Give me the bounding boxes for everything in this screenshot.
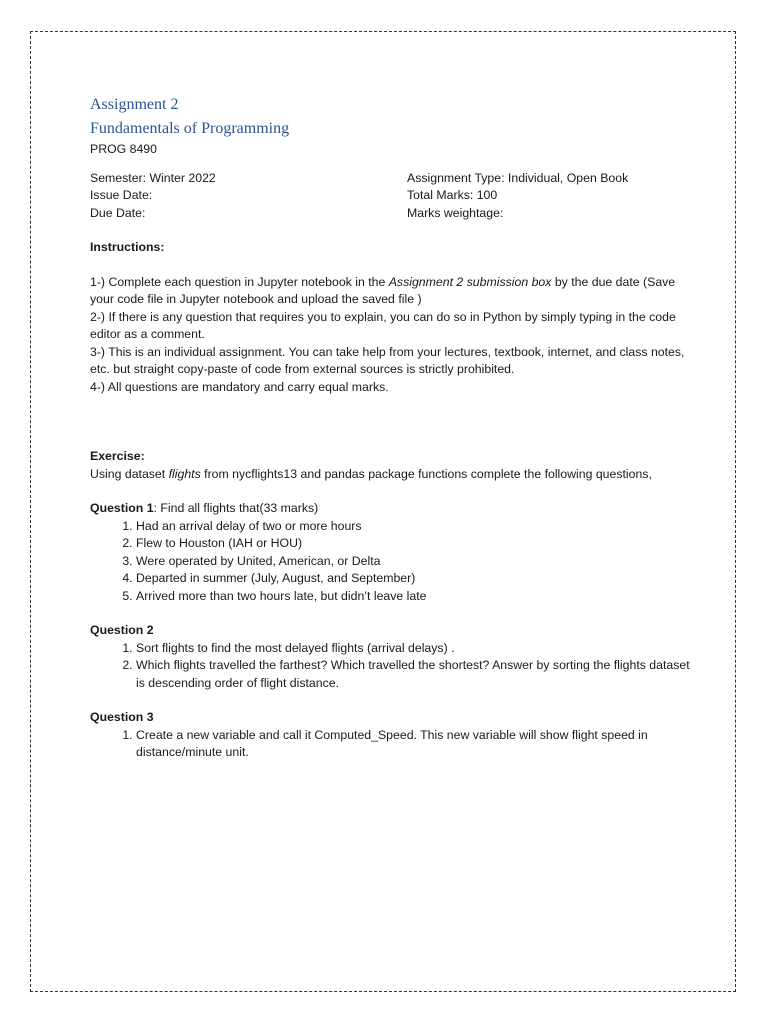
due-date: Due Date:: [90, 205, 146, 220]
list-item: 1. Create a new variable and call it Computed_Speed. This new variable will show flight speed in distance/minute unit.: [136, 727, 690, 762]
question-1-heading: Question 1: Find all flights that(33 marks): [90, 501, 319, 515]
document-body: [90, 93, 690, 762]
question-2-heading: Question 2: [90, 623, 154, 637]
list-item: 1. Sort flights to find the most delayed flights (arrival delays) .: [136, 640, 690, 658]
instruction-3: 3-) This is an individual assignment. You can take help from your lectures, textbook, internet, and class notes, etc. but straight copy-paste of code from external sources is strictly prohibited.: [90, 344, 685, 376]
marks-weightage: Marks weightage:: [407, 205, 504, 220]
assignment-title: Assignment 2: [90, 96, 179, 113]
instruction-4: 4-) All questions are mandatory and carry equal marks.: [90, 379, 389, 394]
course-title: Fundamentals of Programming: [90, 120, 290, 137]
question-3-heading: Question 3: [90, 710, 154, 724]
question-1-list: [90, 518, 690, 606]
submission-box-name: Assignment 2 submission box: [388, 274, 552, 289]
instructions-heading: Instructions:: [90, 240, 165, 254]
dataset-name: flights: [168, 466, 201, 481]
list-item: 1. Had an arrival delay of two or more hours: [136, 518, 690, 536]
list-item: 2. Flew to Houston (IAH or HOU): [136, 535, 690, 553]
exercise-heading: Exercise:: [90, 449, 145, 463]
exercise-intro: Using dataset flights from nycflights13 and pandas package functions complete the following questions,: [90, 466, 652, 481]
question-3-list: [90, 727, 690, 762]
list-item: 4. Departed in summer (July, August, and September): [136, 570, 690, 588]
issue-date: Issue Date:: [90, 188, 153, 202]
semester: Semester: Winter 2022: [90, 170, 216, 185]
assignment-meta: [90, 170, 690, 223]
question-2-list: [90, 640, 690, 693]
assignment-type: Assignment Type: Individual, Open Book: [407, 170, 629, 185]
list-item: 2. Which flights travelled the farthest? Which travelled the shortest? Answer by sorting the flights dataset is descending order of flight distance.: [136, 657, 690, 692]
total-marks: Total Marks: 100: [407, 188, 498, 202]
list-item: 5. Arrived more than two hours late, but didn’t leave late: [136, 588, 690, 606]
instruction-1: 1-) Complete each question in Jupyter notebook in the Assignment 2 submission box by the due date (Save your code file in Jupyter notebook and upload the saved file ): [90, 274, 676, 306]
instruction-2: 2-) If there is any question that requires you to explain, you can do so in Python by simply typing in the code editor as a comment.: [90, 309, 676, 341]
course-code: PROG 8490: [90, 142, 157, 156]
list-item: 3. Were operated by United, American, or Delta: [136, 553, 690, 571]
